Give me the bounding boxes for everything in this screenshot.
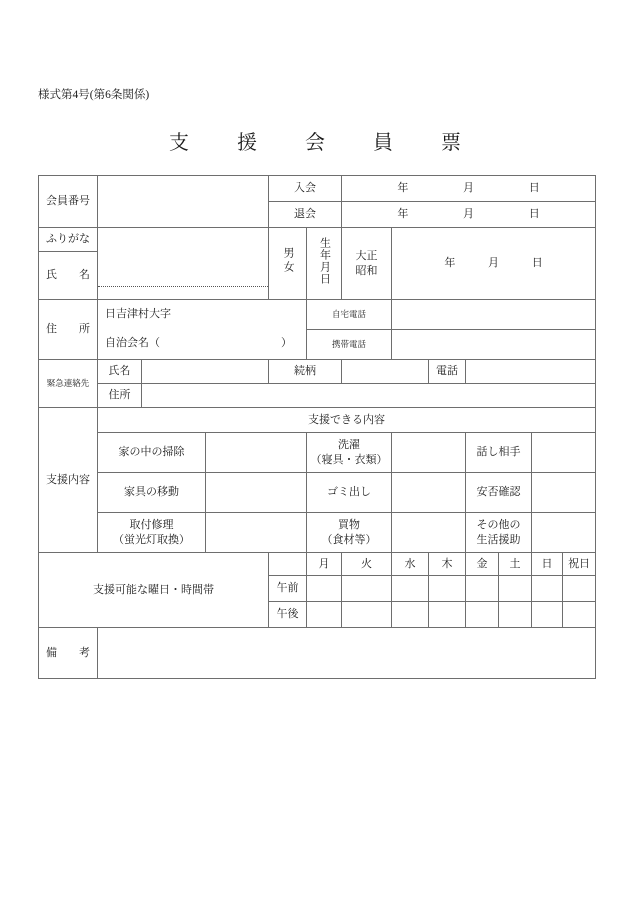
remarks-label: 備 考 xyxy=(39,628,98,679)
support-item-shopping-line2: （食材等） xyxy=(321,533,377,546)
home-phone-value[interactable] xyxy=(392,300,596,330)
schedule-afternoon-sat[interactable] xyxy=(499,602,532,628)
support-item-shopping-line1: 買物 xyxy=(338,519,361,532)
support-item-laundry-line1: 洗濯 xyxy=(338,439,361,452)
member-number-value[interactable] xyxy=(98,176,269,228)
leave-label: 退会 xyxy=(269,202,342,228)
birthdate-label xyxy=(307,228,342,300)
birth-year-label: 年 xyxy=(444,257,456,270)
era-showa: 昭和 xyxy=(355,264,378,277)
emergency-contact-label-text: 緊急連絡先 xyxy=(46,378,90,389)
weekday-wed: 水 xyxy=(392,553,429,576)
weekday-mon: 月 xyxy=(307,553,342,576)
support-item-other-label xyxy=(466,513,532,553)
row-emergency-name xyxy=(39,360,596,384)
neighborhood-association: 自治会名（ ） xyxy=(105,336,292,349)
row-support-item-2 xyxy=(39,473,596,513)
mobile-phone-label-text: 携帯電話 xyxy=(332,339,367,350)
row-support-header xyxy=(39,408,596,433)
schedule-afternoon-fri[interactable] xyxy=(466,602,499,628)
name-label: 氏 名 xyxy=(39,252,98,300)
support-item-laundry-label xyxy=(307,433,392,473)
address-value[interactable] xyxy=(98,300,307,360)
home-phone-label-text: 自宅電話 xyxy=(332,309,367,320)
gender-label xyxy=(269,228,307,300)
weekday-thu: 木 xyxy=(429,553,466,576)
emergency-phone-label: 電話 xyxy=(429,360,466,384)
gender-label-text: 男女 xyxy=(282,247,295,276)
support-item-repair-check[interactable] xyxy=(206,513,307,553)
row-support-item-3 xyxy=(39,513,596,553)
join-day-label: 日 xyxy=(528,182,540,195)
weekday-tue: 火 xyxy=(342,553,392,576)
time-slot-morning-label: 午前 xyxy=(269,576,307,602)
schedule-morning-sat[interactable] xyxy=(499,576,532,602)
weekday-fri: 金 xyxy=(466,553,499,576)
era-label[interactable] xyxy=(342,228,392,300)
member-number-label: 会員番号 xyxy=(39,176,98,228)
emergency-contact-label xyxy=(39,360,98,408)
row-member-number-join xyxy=(39,176,596,202)
support-item-safety-label: 安否確認 xyxy=(466,473,532,513)
schedule-morning-wed[interactable] xyxy=(392,576,429,602)
schedule-morning-thu[interactable] xyxy=(429,576,466,602)
support-item-other-check[interactable] xyxy=(532,513,596,553)
schedule-afternoon-holiday[interactable] xyxy=(563,602,596,628)
weekday-holiday: 祝日 xyxy=(563,553,596,576)
era-taisho: 大正 xyxy=(355,250,378,263)
row-address xyxy=(39,300,596,330)
schedule-label: 支援可能な曜日・時間帯 xyxy=(39,553,269,628)
furigana-label: ふりがな xyxy=(39,228,98,252)
emergency-relation-label: 続柄 xyxy=(269,360,342,384)
support-item-cleaning-check[interactable] xyxy=(206,433,307,473)
schedule-morning-holiday[interactable] xyxy=(563,576,596,602)
schedule-morning-sun[interactable] xyxy=(532,576,563,602)
home-phone-label xyxy=(307,300,392,330)
time-slot-afternoon-label: 午後 xyxy=(269,602,307,628)
schedule-afternoon-thu[interactable] xyxy=(429,602,466,628)
name-value[interactable] xyxy=(98,228,269,300)
schedule-afternoon-tue[interactable] xyxy=(342,602,392,628)
support-available-header: 支援できる内容 xyxy=(98,408,596,433)
leave-date-value[interactable] xyxy=(342,202,596,228)
schedule-morning-fri[interactable] xyxy=(466,576,499,602)
schedule-afternoon-mon[interactable] xyxy=(307,602,342,628)
row-emergency-address xyxy=(39,384,596,408)
row-schedule-weekday-header xyxy=(39,553,596,576)
weekday-sat: 土 xyxy=(499,553,532,576)
row-remarks xyxy=(39,628,596,679)
support-member-form-table xyxy=(38,175,596,679)
weekday-sun: 日 xyxy=(532,553,563,576)
schedule-afternoon-sun[interactable] xyxy=(532,602,563,628)
form-number: 様式第4号(第6条関係) xyxy=(38,89,150,101)
emergency-address-value[interactable] xyxy=(142,384,596,408)
support-section-label xyxy=(39,408,98,553)
birthdate-label-text: 生年月日 xyxy=(318,237,331,286)
support-item-other-line1: その他の xyxy=(476,519,521,532)
mobile-phone-label xyxy=(307,330,392,360)
support-item-repair-line1: 取付修理 xyxy=(129,519,174,532)
emergency-name-value[interactable] xyxy=(142,360,269,384)
support-item-cleaning-label: 家の中の掃除 xyxy=(98,433,206,473)
support-item-repair-line2: （蛍光灯取換） xyxy=(113,533,190,546)
page-title: 支 援 会 員 票 xyxy=(169,132,475,154)
address-prefix: 日吉津村大字 xyxy=(105,308,171,320)
address-label: 住 所 xyxy=(39,300,98,360)
support-item-laundry-line2: （寝具・衣類） xyxy=(310,453,388,466)
support-item-laundry-check[interactable] xyxy=(392,433,466,473)
schedule-corner-blank xyxy=(269,553,307,576)
support-item-shopping-label xyxy=(307,513,392,553)
support-item-furniture-label: 家具の移動 xyxy=(98,473,206,513)
schedule-afternoon-wed[interactable] xyxy=(392,602,429,628)
mobile-phone-value[interactable] xyxy=(392,330,596,360)
row-furigana xyxy=(39,228,596,252)
support-item-repair-label xyxy=(98,513,206,553)
join-year-label: 年 xyxy=(397,182,409,195)
birthdate-value[interactable] xyxy=(392,228,596,300)
furigana-dotted-line xyxy=(98,286,268,287)
support-item-furniture-check[interactable] xyxy=(206,473,307,513)
row-support-item-1 xyxy=(39,433,596,473)
support-item-companion-label: 話し相手 xyxy=(466,433,532,473)
remarks-value[interactable] xyxy=(98,628,596,679)
emergency-address-label: 住所 xyxy=(98,384,142,408)
support-item-safety-check[interactable] xyxy=(532,473,596,513)
support-item-garbage-label: ゴミ出し xyxy=(307,473,392,513)
join-month-label: 月 xyxy=(463,182,475,195)
support-section-label-text: 支援内容 xyxy=(46,473,90,486)
support-item-shopping-check[interactable] xyxy=(392,513,466,553)
join-label: 入会 xyxy=(269,176,342,202)
support-item-garbage-check[interactable] xyxy=(392,473,466,513)
birth-month-label: 月 xyxy=(488,257,500,270)
leave-day-label: 日 xyxy=(528,208,540,221)
leave-month-label: 月 xyxy=(463,208,475,221)
emergency-relation-value[interactable] xyxy=(342,360,429,384)
support-item-other-line2: 生活援助 xyxy=(476,533,521,546)
birth-day-label: 日 xyxy=(531,257,543,270)
schedule-morning-mon[interactable] xyxy=(307,576,342,602)
emergency-name-label: 氏名 xyxy=(98,360,142,384)
join-date-value[interactable] xyxy=(342,176,596,202)
leave-year-label: 年 xyxy=(397,208,409,221)
emergency-phone-value[interactable] xyxy=(466,360,596,384)
schedule-morning-tue[interactable] xyxy=(342,576,392,602)
support-item-companion-check[interactable] xyxy=(532,433,596,473)
